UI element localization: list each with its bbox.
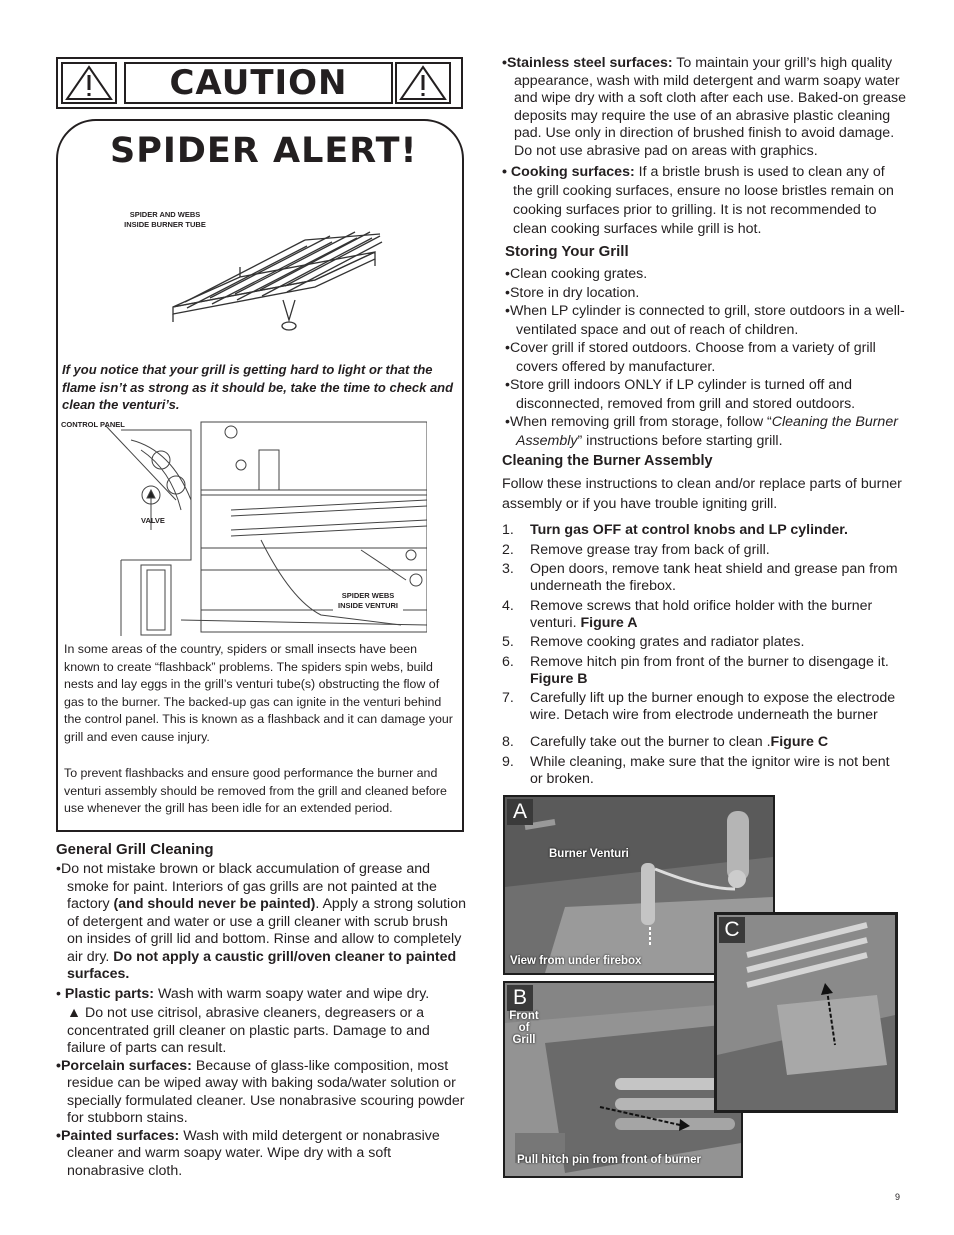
item-text: . Apply a strong solution of detergent and water or use a grill cleaner with scrub brush on insides of grill lid and bottom. Rinse and allow to completely air dry. <box>67 896 466 965</box>
step-item <box>502 754 902 788</box>
step-text: Remove grease tray from back of grill. <box>530 541 770 558</box>
figure-c <box>714 912 898 1113</box>
figure-b <box>503 981 743 1178</box>
spider-alert-title: SPIDER ALERT! <box>110 131 418 171</box>
caption-line: Front <box>509 1010 539 1022</box>
item-italic: Cleaning the Burner Assembly <box>516 414 898 449</box>
step-item <box>502 522 902 539</box>
item-text: Because of glass-like composition, most residue can be wiped away with baking soda/water solution or specially formulated cleaner. Use nonabrasive scouring powder for stubborn stains. <box>67 1057 465 1126</box>
prevention-paragraph: To prevent flashbacks and ensure good performance the burner and venturi assembly should be removed from the grill and cleaned before use whenever the grill has been idle for an extended period. <box>64 766 447 815</box>
warning-triangle-icon <box>61 62 117 104</box>
caption-line: of <box>518 1022 530 1034</box>
step-text: Remove screws that hold orifice holder with the burner venturi. <box>530 597 873 631</box>
item-label: •Stainless steel surfaces: <box>502 55 673 71</box>
step-number: 7. <box>502 690 514 706</box>
step-number: 9. <box>502 753 514 770</box>
step-item <box>502 542 902 559</box>
storing-list <box>505 265 907 450</box>
item-text: •Do not mistake brown or black accumulation of grease and smoke for paint. Interiors of gas grills are not painted at the factory <box>56 861 437 912</box>
step-item <box>502 690 902 724</box>
item-label: • Cooking surfaces: <box>502 164 635 180</box>
item-text: ” instructions before starting grill. <box>577 432 783 449</box>
item-label: •Painted surfaces: <box>56 1127 180 1144</box>
figure-b-letter: B <box>507 985 533 1011</box>
control-panel-label: CONTROL PANEL <box>61 420 125 429</box>
caption-line: Grill <box>512 1034 536 1046</box>
step-bold: Turn gas OFF at control knobs and LP cylinder. <box>530 522 848 538</box>
cooking-paragraph <box>502 163 907 239</box>
step-text: Carefully take out the burner to clean . <box>530 734 771 750</box>
list-item <box>56 861 466 984</box>
step-number: 5. <box>502 634 514 650</box>
step-number: 8. <box>502 734 514 750</box>
item-text: To maintain your grill’s high quality appearance, wash with mild detergent and warm soapy water and wipe dry with a soft cloth after each use. Baked-on grease deposits may require the use of an abrasive plastic cleaning pad. Use only in direction of brushed finish to avoid damage. Do not use abrasive pad on areas with graphics. <box>514 55 906 159</box>
step-text: Remove hitch pin from front of the burner to disengage it. <box>530 653 889 670</box>
step-text: Carefully lift up the burner enough to expose the electrode wire. Detach wire from electrode underneath the burner <box>530 690 896 723</box>
caution-banner <box>56 57 463 109</box>
warning-triangle-icon <box>395 62 451 104</box>
burner-label-line: INSIDE BURNER TUBE <box>124 220 206 229</box>
item-bold: (and should never be painted) <box>113 896 316 912</box>
step-item <box>502 561 902 595</box>
item-text: Wash with warm soapy water and wipe dry. <box>154 985 430 1002</box>
list-item: •When LP cylinder is connected to grill, store outdoors in a well-ventilated space and out of reach of children. <box>505 303 905 338</box>
item-bullet: • <box>56 985 65 1002</box>
item-bold: Do not apply a caustic grill/oven cleaner to painted surfaces. <box>67 948 457 982</box>
webs-label-line: SPIDER WEBS <box>341 591 395 600</box>
step-item <box>502 634 902 651</box>
burner-assembly-illustration <box>165 222 395 342</box>
figure-b-caption: Pull hitch pin from front of burner <box>517 1154 701 1166</box>
step-item <box>502 598 902 632</box>
valve-label: VALVE <box>141 516 165 525</box>
spider-webs-label <box>333 591 403 611</box>
step-item <box>502 654 902 688</box>
list-item: •Store grill indoors ONLY if LP cylinder is turned off and disconnected, removed from grill and stored outdoors. <box>505 377 856 412</box>
step-number: 4. <box>502 597 514 614</box>
step-text: Open doors, remove tank heat shield and grease pan from underneath the firebox. <box>530 561 898 594</box>
list-item: •Clean cooking grates. <box>505 266 648 282</box>
step-bold: Figure B <box>530 670 588 687</box>
list-item <box>505 413 907 450</box>
front-of-grill-caption <box>509 1010 539 1046</box>
storing-heading: Storing Your Grill <box>505 243 629 260</box>
figure-b-photo <box>505 983 741 1176</box>
step-text: While cleaning, make sure that the ignitor wire is not bent or broken. <box>530 753 890 787</box>
figure-c-photo <box>717 915 895 1110</box>
item-text: •When removing grill from storage, follow “ <box>505 414 772 430</box>
step-item <box>502 734 902 751</box>
general-cleaning-heading: General Grill Cleaning <box>56 841 214 858</box>
venturi-diagram <box>61 420 427 636</box>
cleaning-heading: Cleaning the Burner Assembly <box>502 453 713 469</box>
step-bold: Figure C <box>770 734 829 750</box>
caution-title-box <box>124 62 393 104</box>
list-item: •Store in dry location. <box>505 284 640 301</box>
figure-a-caption: Burner Venturi <box>549 848 629 860</box>
list-item <box>56 1128 466 1181</box>
item-text: Wash with mild detergent or nonabrasive cleaner and warm soapy water. Wipe dry with a soft nonabrasive cloth. <box>67 1127 440 1179</box>
step-number: 3. <box>502 561 514 577</box>
general-cleaning-list <box>56 861 466 1180</box>
stainless-paragraph <box>502 55 907 160</box>
list-item <box>56 986 466 1004</box>
step-text: Remove cooking grates and radiator plates. <box>530 634 805 650</box>
item-text: If a bristle brush is used to clean any of the grill cooking surfaces, ensure no loose bristles remain on cooking surfaces prior to grilling. It is not recommended to clean cooking surfaces while grill is hot. <box>513 164 894 237</box>
list-item: •Cover grill if stored outdoors. Choose from a variety of grill covers offered by manufacturer. <box>505 340 876 375</box>
flashback-paragraph: In some areas of the country, spiders or small insects have been known to create “flashback” problems. The spiders spin webs, build nests and lay eggs in the grill’s venturi tube(s) obstructing the flow of gas to the burner. The backed-up gas can ignite in the venturi behind the control panel. This is known as a flashback and it can damage your grill and even cause injury. <box>64 642 453 744</box>
step-bold: Figure A <box>580 614 638 631</box>
list-item: ▲ Do not use citrisol, abrasive cleaners, degreasers or a concentrated grill cleaner on plastic parts. Damage to and failure of parts can result. <box>67 1005 430 1056</box>
item-label: •Porcelain surfaces: <box>56 1057 192 1074</box>
cleaning-intro: Follow these instructions to clean and/or replace parts of burner assembly or if you have trouble igniting grill. <box>502 476 902 512</box>
burner-label-line: SPIDER AND WEBS <box>129 210 201 219</box>
caution-title: CAUTION <box>169 63 348 103</box>
figure-c-letter: C <box>719 917 745 943</box>
spider-notice: If you notice that your grill is getting hard to light or that the flame isn’t as strong as it should be, take the time to check and clean the venturi’s. <box>62 362 454 412</box>
webs-label-line: INSIDE VENTURI <box>337 601 398 610</box>
list-item <box>56 1058 466 1128</box>
page-number: 9 <box>895 1192 901 1202</box>
step-number: 1. <box>502 522 514 538</box>
step-number: 6. <box>502 653 514 670</box>
item-label: Plastic parts: <box>64 985 155 1002</box>
figure-a-caption: View from under firebox <box>510 955 642 967</box>
step-number: 2. <box>502 541 514 558</box>
cleaning-steps <box>502 522 902 790</box>
figure-a-letter: A <box>507 799 533 825</box>
